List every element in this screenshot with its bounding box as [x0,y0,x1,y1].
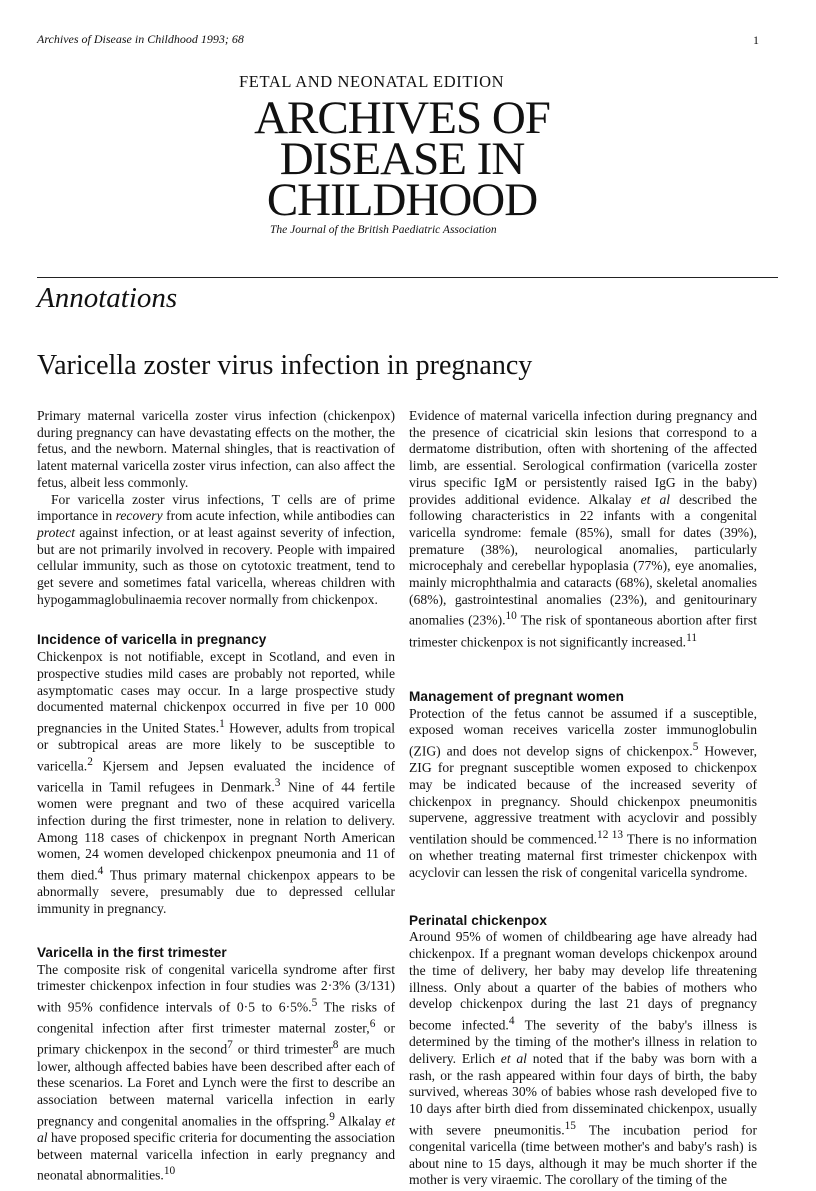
left-column [37,408,395,1185]
text-span: The risk of spontaneous abortion after first trimester chickenpox is not significantly increased. [409,612,757,650]
text-span: Around 95% of women of childbearing age have already had chickenpox. If a pregnant woman develops chickenpox around the time of delivery, her baby may develop life threatening illness. Only about a quarter of the babies of mothers who develop chickenpox during the last 21 days of pregnancy become infected. [409,929,757,1033]
reference-6: 6 [369,1018,376,1031]
running-head: Archives of Disease in Childhood 1993; 68 [37,32,244,46]
emphasis-et-al: et al [640,491,671,507]
reference-15: 15 [564,1119,576,1132]
text-span: However, adults from tropical or subtropical areas are more likely to be susceptible to varicella. [37,720,396,774]
reference-3: 3 [274,777,281,790]
text-span: Kjersem and Jepsen evaluated the incidence of varicella in Tamil refugees in Denmark. [37,758,395,795]
reference-10: 10 [163,1165,176,1178]
text-span: Thus primary maternal chickenpox appears to be abnormally severe, presumably due to depressed cellular immunity in pregnancy. [37,867,395,917]
intro-paragraph-1: Primary maternal varicella zoster virus infection (chickenpox) during pregnancy can have devastating effects on the mother, the fetus, and the newborn. Maternal shingles, that is reactivation of latent maternal varicella zoster virus infection, can also affect the fetus, albeit less commonly. [37,408,395,490]
text-span: Protection of the fetus cannot be assumed if a susceptible, exposed woman receives varicella zoster immunoglobulin (ZIG) and does not develop signs of chickenpox. [409,705,757,759]
text-span: For varicella zoster virus infections, T cells are of prime importance in [37,491,395,524]
text-span: against infection, or at least against severity of infection, but are not primarily involved in recovery. People with impaired cellular immunity, such as those on cytotoxic treatment, tend to get severe and sometimes fatal varicella, whereas children with hypogammaglobulinaemia recover normally from chickenpox. [37,524,395,607]
heading-incidence: Incidence of varicella in pregnancy [37,632,267,648]
section-title: Annotations [37,282,178,314]
text-span: The risks of congenital infection after first trimester maternal zoster, [37,999,396,1036]
header-rule [37,277,778,278]
journal-tagline: The Journal of the British Paediatric Association [270,224,497,236]
masthead-line-3: CHILDHOOD [266,174,538,226]
intro-paragraph-2 [37,492,395,609]
reference-5: 5 [311,996,318,1009]
perinatal-paragraph [409,929,757,1189]
edition-text: FETAL AND NEONATAL EDITION [239,72,505,91]
text-span: have proposed specific criteria for documenting the association between maternal varicella infection in early pregnancy and neonatal abnormalities. [37,1129,395,1183]
heading-perinatal: Perinatal chickenpox [409,912,547,928]
emphasis-et-al: et al [37,1113,396,1145]
management-paragraph [409,706,757,882]
article-title: Varicella zoster virus infection in pregnancy [37,350,533,381]
incidence-paragraph [37,649,395,918]
masthead-line-2: DISEASE IN [279,133,525,185]
text-span: Alkalay [334,1113,386,1129]
reference-1: 1 [219,717,225,730]
right-column [409,408,757,1189]
emphasis-et-al: et al [500,1050,527,1066]
journal-masthead [232,92,572,226]
text-span: are much lower, although affected babies have been described after each of these scenarios. La Foret and Lynch were the first to describe an association between maternal varicella infection in early pregnancy and congenital anomalies in the offspring. [37,1041,395,1129]
reference-7: 7 [227,1039,233,1052]
text-span: The severity of the baby's illness is determined by the timing of the mother's illness in relation to delivery. Erlich [409,1017,757,1066]
reference-4: 4 [97,865,104,878]
reference-12-13: 12 13 [597,829,624,842]
text-span: The incubation period for congenital varicella (time between mother's and baby's rash) is about nine to 15 days, although it may be much shorter if the mother is very viraemic. The corollary of the timing of the [409,1122,757,1188]
text-span: Nine of 44 fertile women were pregnant and two of these acquired varicella infection during the first trimester, none in relation to delivery. Among 118 cases of chickenpox in pregnant North American women, 24 women developed chickenpox pneumonia and 11 of them died. [37,779,396,883]
evidence-paragraph [409,408,757,651]
text-span: The composite risk of congenital varicella syndrome after first trimester chickenpox infection in four studies was 2·3% (3/131) with 95% confidence intervals of 0·5 to 6·5%. [37,961,395,1015]
reference-9: 9 [329,1110,335,1123]
text-span: Chickenpox is not notifiable, except in Scotland, and even in prospective studies mild cases are probably not reported, while asymptomatic cases may occur. In a large prospective study documented maternal chickenpox occurred in five per 10 000 pregnancies in the United States. [37,649,395,736]
text-span: Evidence of maternal varicella infection during pregnancy and the presence of cicatricial skin lesions that correspond to a dermatome distribution, often with shortening of the affected limb, are essential. Serological confirmation (varicella zoster virus specific IgM or persistently raised IgG in the baby) provides additional evidence. Alkalay [409,408,757,507]
heading-management: Management of pregnant women [409,688,625,704]
text-span: or third trimester [232,1041,333,1057]
text-span: There is no information on whether treating maternal first trimester chickenpox with acyclovir can lessen the risk of congenital varicella syndrome. [409,831,757,880]
text-span: or primary chickenpox in the second [37,1020,395,1057]
first-trimester-paragraph [37,962,395,1185]
reference-2: 2 [87,755,93,768]
page-number: 1 [753,33,759,47]
reference-8: 8 [332,1039,339,1052]
reference-4: 4 [508,1014,515,1027]
heading-first-trimester: Varicella in the first trimester [37,944,227,960]
text-span: from acute infection, while antibodies can [162,508,395,524]
emphasis-protect: protect [37,524,75,540]
reference-10: 10 [505,610,517,623]
emphasis-recovery: recovery [115,508,163,524]
text-span: However, ZIG for pregnant susceptible women exposed to chickenpox may be indicated because of the increased severity of chickenpox in pregnancy. Should chickenpox pneumonitis supervene, aggressive treatment with acyclovir and possibly ventilation should be commenced. [409,743,757,847]
masthead-line-1: ARCHIVES OF [254,92,550,144]
reference-5: 5 [692,741,699,754]
text-span: noted that if the baby was born with a rash, or the rash appeared within four days of birth, the baby survived, whereas 30% of babies whose rash developed five to 10 days after birth died from disseminated chickenpox, usually with severe pneumonitis. [409,1050,757,1138]
text-span: described the following characteristics in 22 infants with a congenital varicella syndrome: female (85%), small for dates (39%), premature (38%), neurological anomalies, particularly microcephaly and cerebellar hypoplasia (77%), eye anomalies, mainly microphthalmia and cataracts (68%), skeletal anomalies (68%), gastrointestinal anomalies (23%), and genitourinary anomalies (23%). [409,491,757,628]
reference-11: 11 [686,631,698,644]
